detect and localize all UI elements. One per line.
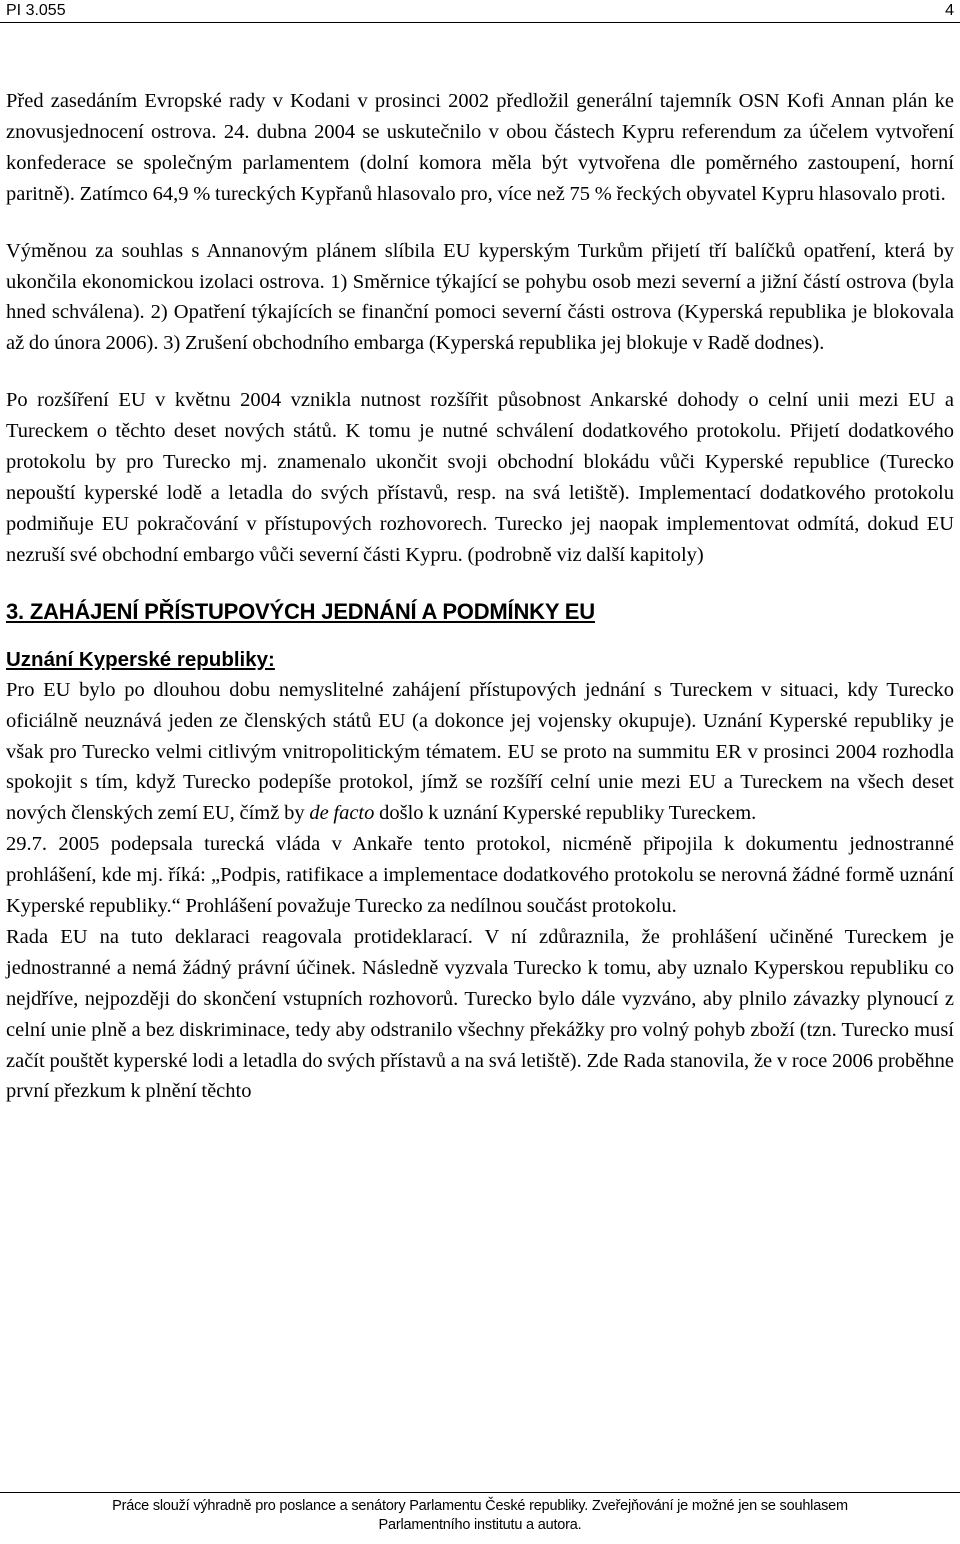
document-code: PI 3.055 (6, 2, 66, 19)
paragraph-ankara-protocol: Po rozšíření EU v květnu 2004 vznikla nutnost rozšířit působnost Ankarské dohody o celní unii mezi EU a Tureckem o těchto deset nových států. K tomu je nutné schválení dodatkového protokolu. Přijetí dodatkového protokolu by pro Turecko mj. znamenalo ukončit svoji obchodní blokádu vůči Kyperské republice (Turecko nepouští kyperské lodě a letadla do svých přístavů, resp. na svá letiště). Implementací dodatkového protokolu podmiňuje EU pokračování v přístupových rozhovorech. Turecko jej naopak implementovat odmítá, dokud EU nezruší své obchodní embargo vůči severní části Kypru. (podrobně viz další kapitoly) (6, 389, 954, 566)
paragraph-referendum: Před zasedáním Evropské rady v Kodani v prosinci 2002 předložil generální tajemník OSN Kofi Annan plán ke znovusjednocení ostrova. 24. dubna 2004 se uskutečnilo v obou částech Kypru referendum za účelem vytvoření konfederace se společným parlamentem (dolní komora měla být vytvořena dle poměrného zastoupení, horní paritně). Zatímco 64,9 % tureckých Kypřanů hlasovalo pro, více než 75 % řeckých obyvatel Kypru hlasovalo proti. (6, 90, 954, 205)
paragraph-recognition (6, 675, 954, 830)
subheading-recognition: Uznání Kyperské republiky: (6, 647, 275, 671)
footer-line-1: Práce slouží výhradně pro poslance a senátory Parlamentu České republiky. Zveřejňování je možné jen se souhlasem (112, 1498, 848, 1514)
page-number: 4 (945, 2, 954, 19)
paragraph-recognition-text: Pro EU bylo po dlouhou dobu nemyslitelné zahájení přístupových jednání s Tureckem v situaci, kdy Turecko oficiálně neuznává jeden ze členských států EU (a dokonce jej vojensky okupuje). Uznání Kyperské republiky je však pro Turecko velmi citlivým vnitropolitickým tématem. EU se proto na summitu ER v prosinci 2004 rozhodla spokojit s tím, když Turecko podepíše protokol, jímž se rozšíří celní unie mezi EU a Tureckem na všech deset nových členských zemí EU, čímž by (6, 678, 954, 825)
footer-line-2: Parlamentního institutu a autora. (378, 1517, 582, 1533)
paragraph-recognition-end: došlo k uznání Kyperské republiky Tureckem. (374, 802, 757, 825)
document-body (6, 86, 954, 1107)
page-footer (0, 1497, 960, 1535)
footer-divider (0, 1492, 960, 1493)
paragraph-eu-promises: Výměnou za souhlas s Annanovým plánem slíbila EU kyperským Turkům přijetí tří balíčků opatření, která by ukončila ekonomickou izolaci ostrova. 1) Směrnice týkající se pohybu osob mezi severní a jižní částí ostrova (byla hned schválena). 2) Opatření týkajících se finanční pomoci severní části ostrova (Kyperská republika je blokovala až do února 2006). 3) Zrušení obchodního embarga (Kyperská republika jej blokuje v Radě dodnes). (6, 239, 954, 355)
header-divider (0, 22, 960, 23)
paragraph-council-reaction: Rada EU na tuto deklaraci reagovala protideklarací. V ní zdůraznila, že prohlášení učiněné Tureckem je jednostranné a nemá žádný právní účinek. Následně vyzvala Turecko k tomu, aby uznalo Kyperskou republiku co nejdříve, nejpozději do skončení vstupních rozhovorů. Turecko bylo dále vyzváno, aby plnilo závazky plynoucí z celní unie plně a bez diskriminace, tedy aby odstranilo všechny překážky pro volný pohyb zboží (tzn. Turecko musí začít pouštět kyperské lodi a letadla do svých přístavů a na svá letiště). Zde Rada stanovila, že v roce 2006 proběhne první přezkum k plnění těchto (6, 925, 954, 1103)
section-heading: 3. ZAHÁJENÍ PŘÍSTUPOVÝCH JEDNÁNÍ A PODMÍNKY EU (6, 598, 595, 624)
paragraph-protocol-signature: 29.7. 2005 podepsala turecká vláda v Ankaře tento protokol, nicméně připojila k dokumentu jednostranné prohlášení, kde mj. říká: „Podpis, ratifikace a implementace dodatkového protokolu se nerovná žádné formě uznání Kyperské republiky.“ Prohlášení považuje Turecko za nedílnou součást protokolu. (6, 833, 954, 918)
page-header (0, 0, 960, 24)
italic-de-facto: de facto (309, 802, 375, 825)
